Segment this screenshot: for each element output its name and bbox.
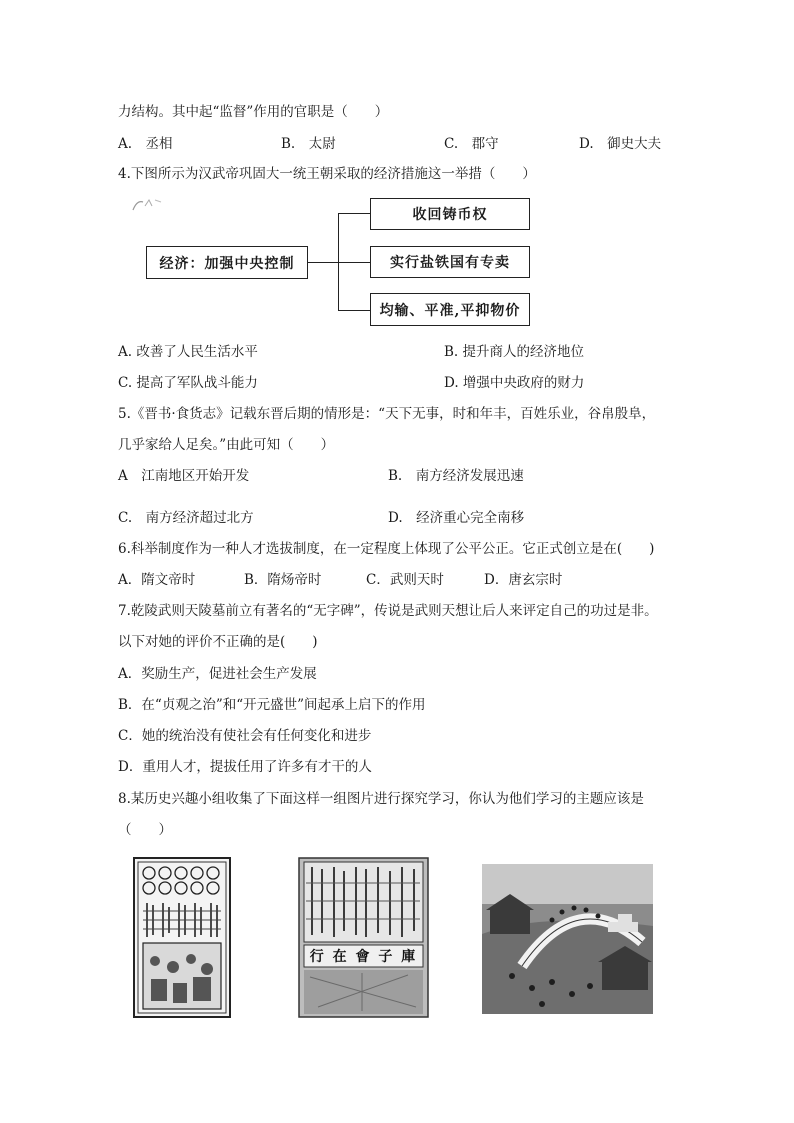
q4-option-c: C. 提高了军队战斗能力	[118, 375, 258, 391]
q3-stem-tail: 力结构。其中起“监督”作用的官职是（ ）	[118, 104, 389, 120]
diagram-branch-box-1: 收回铸币权	[370, 198, 530, 230]
q6-option-c: C．武则天时	[366, 572, 444, 588]
q6-stem: 6.科举制度作为一种人才选拔制度，在一定程度上体现了公平公正。它正式创立是在( )	[118, 541, 655, 557]
diagram-branch-box-3: 均输、平准,平抑物价	[370, 293, 530, 326]
q4-stem: 4.下图所示为汉武帝巩固大一统王朝采取的经济措施这一举措（ ）	[118, 166, 536, 182]
q6-option-b: B．隋炀帝时	[244, 572, 322, 588]
q7-option-b: B．在“贞观之治”和“开元盛世”间起承上启下的作用	[118, 697, 426, 713]
diagram-connector-main	[308, 262, 338, 263]
q5-option-b: B. 南方经济发展迅速	[388, 468, 524, 484]
q8-stem-line-1: 8.某历史兴趣小组收集了下面这样一组图片进行探究学习，你认为他们学习的主题应该是	[118, 791, 644, 807]
banknote-2-text: 行 在 會 子 庫	[309, 949, 418, 965]
diagram-branch-box-2: 实行盐铁国有专卖	[370, 246, 530, 278]
scan-mark-icon	[131, 194, 171, 214]
q3-option-c: C. 郡守	[444, 136, 499, 152]
diagram-root-box: 经济：加强中央控制	[146, 246, 308, 279]
diagram-connector-branch-2	[338, 262, 370, 263]
q4-option-a: A. 改善了人民生活水平	[118, 344, 258, 360]
q3-option-b: B. 太尉	[281, 136, 336, 152]
diagram-connector-branch-1	[338, 213, 370, 214]
q7-stem-line-1: 7.乾陵武则天陵墓前立有著名的“无字碑”，传说是武则天想让后人来评定自己的功过是非。	[118, 603, 658, 619]
q7-option-a: A．奖励生产，促进社会生产发展	[118, 666, 317, 682]
q6-option-d: D．唐玄宗时	[484, 572, 563, 588]
banknote-image-1	[133, 857, 231, 1018]
q7-stem-line-2: 以下对她的评价不正确的是( )	[118, 634, 318, 650]
q4-option-d: D. 增强中央政府的财力	[444, 375, 585, 391]
q5-stem-line-2: 几乎家给人足矣。”由此可知（ ）	[118, 437, 335, 453]
q5-option-d: D. 经济重心完全南移	[388, 510, 525, 526]
q3-option-a: A. 丞相	[118, 136, 173, 152]
diagram-connector-branch-3	[338, 310, 370, 311]
q5-option-c: C. 南方经济超过北方	[118, 510, 254, 526]
banknote-image-2	[298, 857, 429, 1018]
q7-option-c: C．她的统治没有使社会有任何变化和进步	[118, 728, 372, 744]
q6-option-a: A．隋文帝时	[118, 572, 196, 588]
q4-option-b: B. 提升商人的经济地位	[444, 344, 585, 360]
q8-stem-line-2: （ ）	[118, 822, 172, 838]
q7-option-d: D．重用人才，提拔任用了许多有才干的人	[118, 759, 372, 775]
q3-option-d: D. 御史大夫	[579, 136, 662, 152]
q5-stem-line-1: 5.《晋书·食货志》记载东晋后期的情形是：“天下无事，时和年丰，百姓乐业，谷帛殷阜，	[118, 406, 656, 422]
qingming-scroll-image	[482, 864, 653, 1014]
q5-option-a: A 江南地区开始开发	[118, 468, 250, 484]
